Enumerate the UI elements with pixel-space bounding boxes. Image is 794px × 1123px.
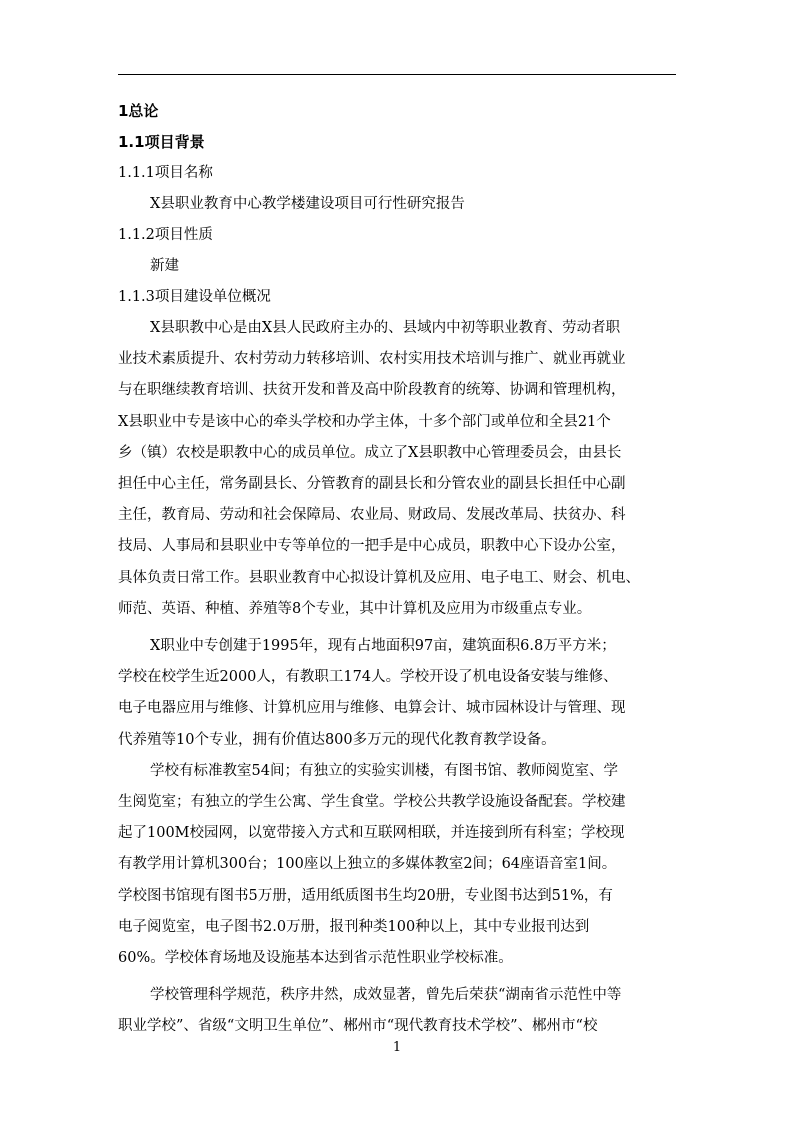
paragraph-line: 学校在校学生近2000人，有教职工174人。学校开设了机电设备安装与维修、 [118,669,618,686]
paragraph-facilities [118,756,678,974]
paragraph-line: 乡（镇）农校是职教中心的成员单位。成立了X县职教中心管理委员会，由县长 [118,444,622,461]
project-name: X县职业教育中心教学楼建设项目可行性研究报告 [150,196,465,212]
paragraph-line: 主任，教育局、劳动和社会保障局、农业局、财政局、发展改革局、扶贫办、科 [118,507,626,524]
paragraph-line: X县职教中心是由X县人民政府主办的、县域内中初等职业教育、劳动者职 [150,320,621,336]
paragraph-line: 担任中心主任，常务副县长、分管教育的副县长和分管农业的副县长担任中心副 [118,476,626,493]
paragraph-line: 学校有标准教室54间；有独立的实验实训楼，有图书馆、教师阅览室、学 [150,762,618,779]
paragraph-line: 学校图书馆现有图书5万册，适用纸质图书生均20册，专业图书达到51%，有 [118,887,613,904]
paragraph-line: 具体负责日常工作。县职业教育中心拟设计算机及应用、电子电工、财会、机电、 [118,569,640,586]
paragraph-line: 与在职继续教育培训、扶贫开发和普及高中阶段教育的统筹、协调和管理机构， [118,382,626,399]
paragraph-line: X县职业中专是该中心的牵头学校和办学主体，十多个部门或单位和全县21个 [118,413,611,430]
section-1-1-2-title: 1.1.2项目性质 [118,227,213,243]
paragraph-line: 师范、英语、种植、养殖等8个专业，其中计算机及应用为市级重点专业。 [118,600,592,617]
paragraph-line: X职业中专创建于1995年，现有占地面积97亩，建筑面积6.8万平方米； [150,638,616,655]
paragraph-line: 60%。学校体育场地及设施基本达到省示范性职业学校标准。 [118,950,513,967]
paragraph-line: 电子电器应用与维修、计算机应用与维修、电算会计、城市园林设计与管理、现 [118,700,626,717]
page-number: 1 [392,1040,402,1055]
paragraph-line: 电子阅览室，电子图书2.0万册，报刊种类100种以上，其中专业报刊达到 [118,918,590,935]
heading-level-2: 1.1项目背景 [118,133,205,151]
paragraph-line: 学校管理科学规范，秩序井然，成效显著，曾先后荣获“湖南省示范性中等 [150,987,622,1004]
project-nature: 新建 [150,258,179,274]
heading-level-1: 1总论 [118,102,159,120]
paragraph-school-founding [118,631,678,756]
paragraph-line: 起了100M校园网，以宽带接入方式和互联网相联，并连接到所有科室；学校现 [118,825,625,842]
paragraph-line: 职业学校”、省级“文明卫生单位”、郴州市“现代教育技术学校”、郴州市“校 [118,1018,598,1035]
paragraph-management [118,980,678,1042]
paragraph-line: 生阅览室；有独立的学生公寓、学生食堂。学校公共教学设施设备配套。学校建 [118,794,626,811]
section-1-1-1-title: 1.1.1项目名称 [118,165,213,181]
paragraph-overview [118,313,678,625]
paragraph-line: 业技术素质提升、农村劳动力转移培训、农村实用技术培训与推广、就业再就业 [118,351,626,368]
paragraph-line: 有教学用计算机300台；100座以上独立的多媒体教室2间；64座语音室1间。 [118,856,617,873]
header-rule [118,74,676,75]
page-content [118,96,678,1043]
paragraph-line: 代养殖等10个专业，拥有价值达800多万元的现代化教育教学设备。 [118,731,556,748]
paragraph-line: 技局、人事局和县职业中专等单位的一把手是中心成员，职教中心下设办公室， [118,538,626,555]
section-1-1-3-title: 1.1.3项目建设单位概况 [118,289,271,305]
